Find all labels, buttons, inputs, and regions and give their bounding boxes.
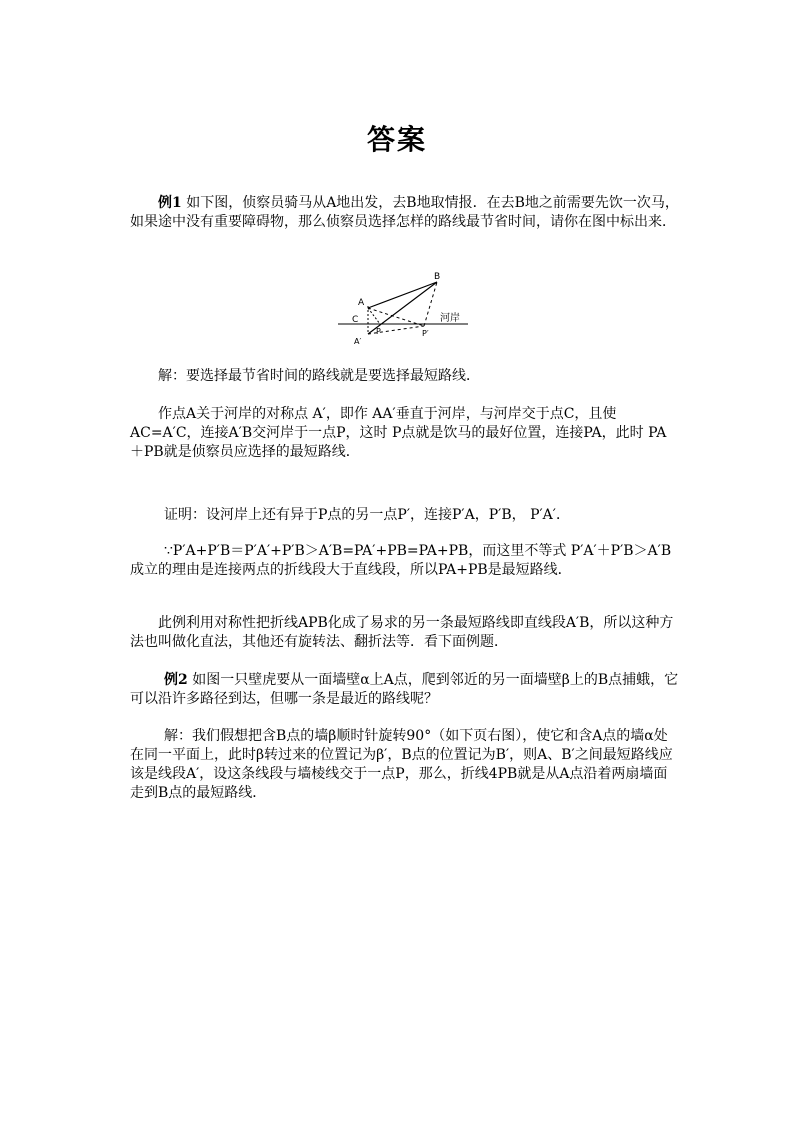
label-p: P xyxy=(376,327,381,336)
example-1-label: 例1 xyxy=(158,195,182,211)
construction-paragraph: 作点A关于河岸的对称点 A′，即作 AA′垂直于河岸，与河岸交于点C，且使AC=A′C，连接A′B交河岸于一点P，这时 P点就是饮马的最好位置，连接PA，此时 PA＋PB就是侦察员应选择的最短路线． xyxy=(130,406,667,460)
example-2-label: 例2 xyxy=(164,672,188,688)
solution-1: 解：要选择最节省时间的路线就是要选择最短路线． xyxy=(158,368,480,384)
example-1 xyxy=(130,194,680,232)
solution-2: 解：我们假想把含B点的墙β顺时针旋转90°（如下页右图），使它和含A点的墙α处在同一平面上，此时β转过来的位置记为β′，B点的位置记为B′，则A、B′之间最短路线应该是线段A′，设这条线段与墙棱线交于一点P，那么，折线4PB就是从A点沿着两扇墙面走到B点的最短路线． xyxy=(130,728,673,801)
proof-line-2: ∵P′A+P′B＝P′A′+P′B＞A′B=PA′+PB=PA+PB，而这里不等式 P′A′＋P′B＞A′B成立的理由是连接两点的折线段大于直线段，所以PA+PB是最短路线． xyxy=(130,543,672,578)
symmetry-paragraph: 此例利用对称性把折线APB化成了易求的另一条最短路线即直线段A′B，所以这种方法也叫做化直法，其他还有旋转法、翻折法等．看下面例题． xyxy=(130,615,674,650)
example-2 xyxy=(130,671,680,709)
segment-ab xyxy=(368,282,437,308)
river-diagram xyxy=(334,268,484,348)
proof-line-1: 证明：设河岸上还有异于P点的另一点P′，连接P′A，P′B， P′A′． xyxy=(164,507,570,523)
page-title: 答案 xyxy=(366,123,427,156)
label-p-prime: P′ xyxy=(422,329,429,338)
example-2-text: 如图一只壁虎要从一面墙壁α上A点，爬到邻近的另一面墙壁β上的B点捕蛾，它可以沿许多路径到达，但哪一条是最近的路线呢？ xyxy=(130,672,679,707)
label-a: A xyxy=(358,298,365,308)
example-1-text: 如下图，侦察员骑马从A地出发，去B地取情报．在去B地之前需要先饮一次马，如果途中没有重要障碍物，那么侦察员选择怎样的路线最节省时间，请你在图中标出来． xyxy=(130,195,679,230)
label-b: B xyxy=(434,272,441,282)
label-c: C xyxy=(352,315,359,325)
segment-a-p-prime xyxy=(368,308,424,326)
label-a-prime: A′ xyxy=(354,337,362,346)
label-river: 河岸 xyxy=(440,313,460,324)
segment-p-prime-b xyxy=(424,282,437,326)
